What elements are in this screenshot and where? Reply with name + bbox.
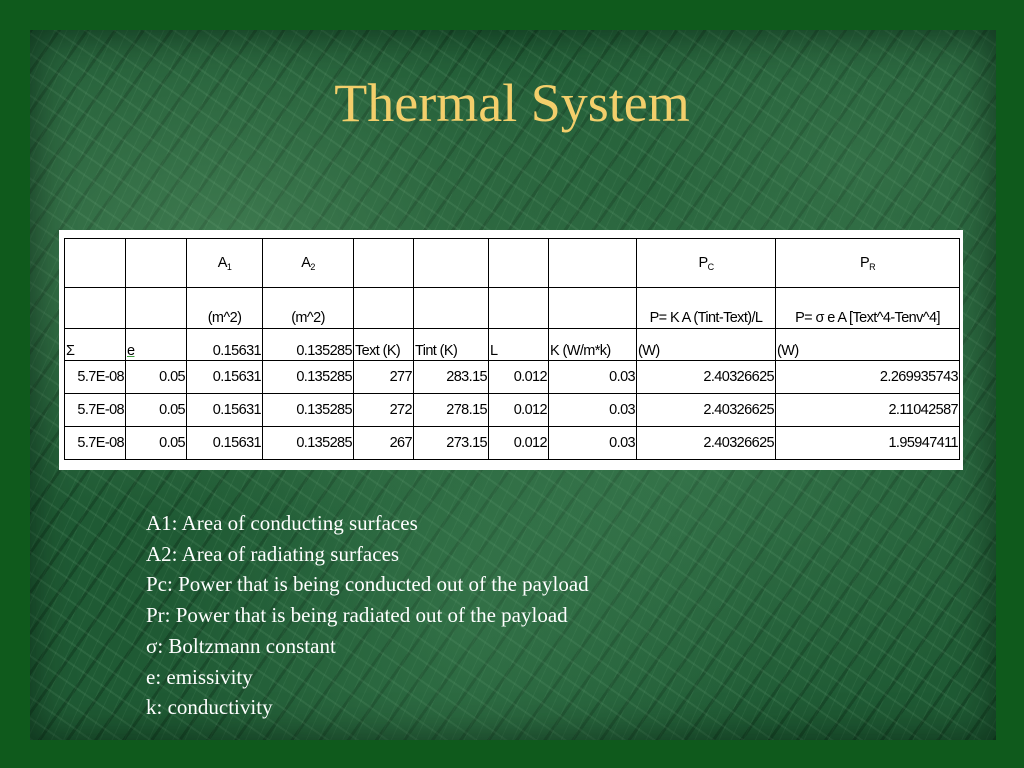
unit-cell-a1: (m^2) [187,288,263,329]
table-cell: 2.40326625 [637,427,776,460]
unit-cell [414,288,489,329]
table-cell: 0.03 [549,394,637,427]
header-cell [126,239,187,288]
symbol-cell-pc-unit: (W) [637,329,776,361]
unit-cell [126,288,187,329]
legend-item-pc: Pc: Power that is being conducted out of the payload [146,572,589,597]
formula-cell-pc: P= K A (Tint-Text)/L [637,288,776,329]
table-cell: 2.40326625 [637,361,776,394]
symbol-cell-l: L [489,329,549,361]
symbol-cell-pr-unit: (W) [776,329,960,361]
table-cell: 5.7E-08 [65,427,126,460]
legend-list [146,508,589,723]
legend-item-e: e: emissivity [146,664,253,689]
thermal-data-table [64,238,960,460]
table-cell: 283.15 [414,361,489,394]
header-cell [414,239,489,288]
table-row [65,394,960,427]
header-cell-pr: $P_R$ [776,239,960,288]
table-cell: 0.05 [126,361,187,394]
symbol-cell-text: Text (K) [354,329,414,361]
unit-cell [65,288,126,329]
symbol-cell-e: e [126,329,187,361]
legend-item-a1: A1: Area of conducting surfaces [146,511,418,535]
table-cell: 0.03 [549,361,637,394]
header-cell [549,239,637,288]
formula-cell-pr: P= σ e A [Text^4-Tenv^4] [776,288,960,329]
table-cell: 277 [354,361,414,394]
table-row [65,361,960,394]
header-cell-a2: $A_2$ [263,239,354,288]
symbol-cell-a1: 0.15631 [187,329,263,361]
table-cell: 1.95947411 [776,427,960,460]
table-cell: 267 [354,427,414,460]
table-cell: 2.269935743 [776,361,960,394]
symbol-cell-tint: Tint (K) [414,329,489,361]
legend-item-a2: A2: Area of radiating surfaces [146,541,400,566]
header-cell [354,239,414,288]
table-cell: 0.012 [489,394,549,427]
header-cell-a1: $A_1$ [187,239,263,288]
legend-item-pr: Pr: Power that is being radiated out of the payload [146,603,568,628]
table-cell: 0.135285 [263,394,354,427]
table-cell: 0.012 [489,361,549,394]
symbol-cell-k: K (W/m*k) [549,329,637,361]
table-panel [59,230,963,470]
table-cell: 273.15 [414,427,489,460]
table-cell: 0.135285 [263,427,354,460]
header-cell [489,239,549,288]
table-cell: 0.15631 [187,427,263,460]
symbol-cell-sigma: Σ [65,329,126,361]
table-cell: 0.135285 [263,361,354,394]
table-cell: 278.15 [414,394,489,427]
table-cell: 2.40326625 [637,394,776,427]
table-cell: 0.05 [126,394,187,427]
table-header-row [65,239,960,288]
table-cell: 0.05 [126,427,187,460]
table-cell: 0.012 [489,427,549,460]
table-symbol-row [65,329,960,361]
unit-cell-a2: (m^2) [263,288,354,329]
table-cell: 272 [354,394,414,427]
legend-item-sigma: σ: Boltzmann constant [146,633,336,658]
table-cell: 0.15631 [187,361,263,394]
unit-cell [489,288,549,329]
slide-title: Thermal System [334,73,690,133]
table-cell: 0.03 [549,427,637,460]
header-cell [65,239,126,288]
table-cell: 5.7E-08 [65,394,126,427]
table-cell: 5.7E-08 [65,361,126,394]
header-cell-pc: $P_C$ [637,239,776,288]
table-cell: 0.15631 [187,394,263,427]
table-cell: 2.11042587 [776,394,960,427]
table-row [65,427,960,460]
legend-item-k: k: conductivity [146,695,273,720]
symbol-cell-a2: 0.135285 [263,329,354,361]
unit-cell [549,288,637,329]
unit-cell [354,288,414,329]
table-unit-row [65,288,960,329]
